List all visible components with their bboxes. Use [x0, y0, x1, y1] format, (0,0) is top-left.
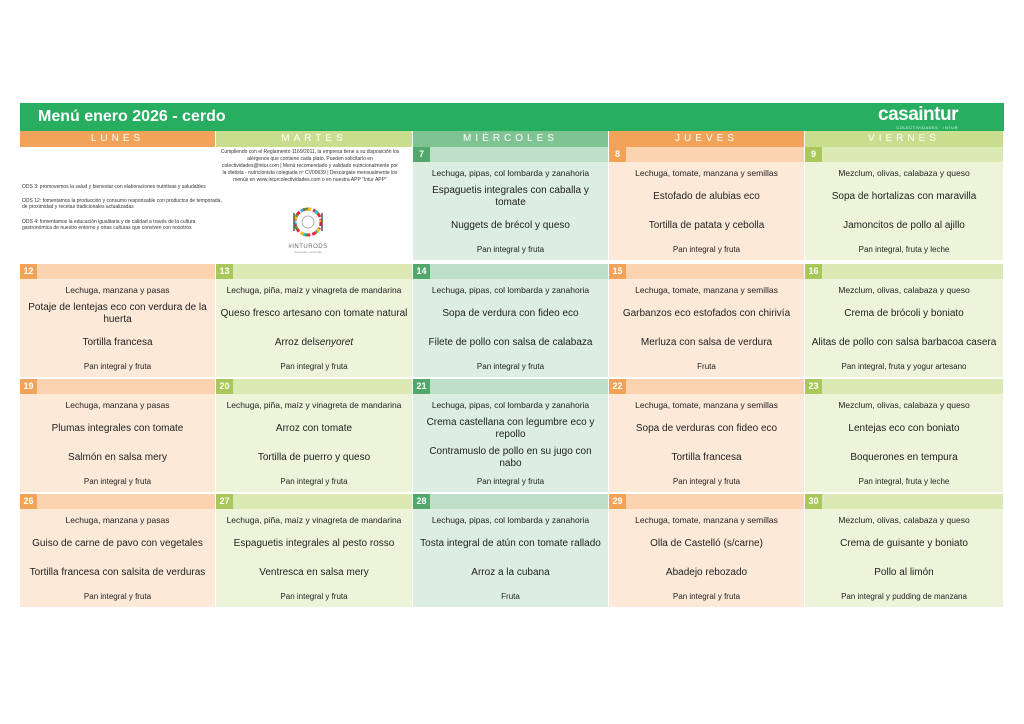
- starter: Lechuga, manzana y pasas: [65, 515, 170, 525]
- starter: Lechuga, piña, maíz y vinagreta de mandarina: [226, 285, 402, 295]
- dessert: Pan integral y fruta: [280, 476, 348, 486]
- starter: Lechuga, piña, maíz y vinagreta de mandarina: [226, 515, 402, 525]
- starter: Lechuga, tomate, manzana y semillas: [635, 400, 778, 410]
- dessert: Pan integral y fruta: [83, 591, 152, 601]
- day-number: 26: [20, 494, 37, 509]
- day-cell: [609, 494, 805, 609]
- weekday-tuesday: MARTES: [216, 131, 413, 147]
- first-course: Arroz con tomate: [275, 423, 353, 434]
- day-number: 15: [609, 264, 626, 279]
- day-cell: [413, 147, 609, 262]
- dessert: Pan integral y fruta: [476, 244, 545, 254]
- ods-logo-text: #INTURODS: [288, 244, 328, 250]
- first-course: Sopa de verduras con fideo eco: [635, 423, 778, 434]
- dessert: Pan integral y fruta: [476, 476, 545, 486]
- weekday-thursday: JUEVES: [609, 131, 805, 147]
- regulation-note: Cumpliendo con el Reglamento 1169/2011, la empresa tiene a su disposición los alérgenos que contiene cada plato. Pueden solicitarlo en colectividades@intur.com | Menú recomendado y validado nutricionalmente por la dietista - nutricionista colegiada nº CV00639 | Descárgate mensualmente los menús en www.inturcolectividades.com o en nuestra APP "Intur APP": [220, 149, 400, 183]
- day-number: 13: [216, 264, 233, 279]
- day-number: 19: [20, 379, 37, 394]
- dessert: Pan integral y fruta: [83, 361, 152, 371]
- day-number: 21: [413, 379, 430, 394]
- brand-tagline: COLECTIVIDADES · INTUR: [896, 125, 958, 130]
- starter: Lechuga, pipas, col lombarda y zanahoria: [431, 168, 590, 178]
- first-course: Crema de brócoli y boniato: [844, 308, 964, 319]
- day-cell: [413, 494, 609, 609]
- starter: Lechuga, manzana y pasas: [65, 400, 170, 410]
- dessert: Pan integral y fruta: [672, 591, 741, 601]
- first-course: Potaje de lentejas eco con verdura de la huerta: [28, 302, 207, 325]
- brand-logo: [878, 105, 958, 130]
- ods4-note: ODS 4: fomentamos la educación igualitaria y de calidad a través de la cultura gastronómica de nuestro entorno y otras culturas que conviven con nosotros: [22, 219, 196, 231]
- dessert: Pan integral y pudding de manzana: [841, 591, 967, 601]
- day-cell: [216, 264, 413, 379]
- first-course: Plumas integrales con tomate: [51, 423, 184, 434]
- first-course: Espaguetis integrales con caballa y tomate: [432, 185, 589, 208]
- first-course: Sopa de verdura con fideo eco: [442, 308, 579, 319]
- day-cell: [413, 264, 609, 379]
- page-title: Menú enero 2026 - cerdo: [38, 108, 226, 125]
- second-course: Tortilla de patata y cebolla: [648, 220, 765, 231]
- starter: Mezclum, olivas, calabaza y queso: [838, 285, 970, 295]
- second-course: Salmón en salsa mery: [68, 452, 167, 463]
- day-number: 20: [216, 379, 233, 394]
- starter: Lechuga, tomate, manzana y semillas: [635, 285, 778, 295]
- starter: Lechuga, pipas, col lombarda y zanahoria: [431, 285, 590, 295]
- second-course: Alitas de pollo con salsa barbacoa casera: [811, 337, 997, 348]
- brand-name: casaintur: [878, 104, 958, 125]
- title-bar: [20, 103, 1004, 131]
- day-cell: [609, 147, 805, 262]
- second-course: Contramuslo de pollo en su jugo con nabo: [429, 446, 592, 469]
- menu-sheet: [20, 103, 1004, 609]
- starter: Lechuga, pipas, col lombarda y zanahoria: [431, 515, 590, 525]
- dessert: Pan integral, fruta y leche: [858, 476, 950, 486]
- first-course: Guiso de carne de pavo con vegetales: [32, 538, 203, 549]
- first-course: Lentejas eco con boniato: [848, 423, 960, 434]
- dessert: Pan integral, fruta y yogur artesano: [841, 361, 967, 371]
- day-number: 9: [805, 147, 822, 162]
- ods-wheel-icon: [288, 205, 328, 239]
- ods-logo: [286, 205, 330, 254]
- dessert: Fruta: [697, 361, 716, 371]
- second-course: Tortilla francesa con salsita de verduras: [29, 567, 206, 578]
- second-course: Filete de pollo con salsa de calabaza: [428, 337, 593, 348]
- second-course: Arroz del senyoret: [274, 337, 354, 348]
- starter: Mezclum, olivas, calabaza y queso: [838, 515, 970, 525]
- starter: Lechuga, tomate, manzana y semillas: [635, 168, 778, 178]
- starter: Lechuga, manzana y pasas: [65, 285, 170, 295]
- weeks-grid: [20, 264, 1004, 609]
- day-number: 14: [413, 264, 430, 279]
- dessert: Pan integral y fruta: [476, 361, 545, 371]
- day-cell: [20, 264, 216, 379]
- starter: Lechuga, pipas, col lombarda y zanahoria: [431, 400, 590, 410]
- second-course: Tortilla francesa: [671, 452, 742, 463]
- day-number: 27: [216, 494, 233, 509]
- starter: Lechuga, piña, maíz y vinagreta de mandarina: [226, 400, 402, 410]
- day-cell: [805, 147, 1004, 262]
- first-course: Crema castellana con legumbre eco y repollo: [426, 417, 595, 440]
- dessert: Pan integral y fruta: [672, 476, 741, 486]
- dessert: Pan integral y fruta: [280, 361, 348, 371]
- weekday-header-row: [20, 131, 1004, 147]
- dessert: Pan integral, fruta y leche: [858, 244, 950, 254]
- day-cell: [216, 494, 413, 609]
- second-course: Jamoncitos de pollo al ajillo: [843, 220, 965, 231]
- dessert: Pan integral y fruta: [83, 476, 152, 486]
- first-course: Estofado de alubias eco: [653, 191, 760, 202]
- second-course: Pollo al limón: [874, 567, 934, 578]
- day-number: 12: [20, 264, 37, 279]
- first-course: Queso fresco artesano con tomate natural: [220, 308, 408, 319]
- second-course: Ventresca en salsa mery: [259, 567, 369, 578]
- ods3-note: ODS 3: promovemos la salud y bienestar con elaboraciones nutritivas y saludables: [22, 184, 206, 190]
- dessert: Pan integral y fruta: [672, 244, 741, 254]
- second-course: Arroz a la cubana: [471, 567, 550, 578]
- day-number: 16: [805, 264, 822, 279]
- dessert: Fruta: [501, 591, 520, 601]
- day-number: 23: [805, 379, 822, 394]
- weekday-monday: LUNES: [20, 131, 216, 147]
- first-course: Olla de Castelló (s/carne): [650, 538, 763, 549]
- day-number: 29: [609, 494, 626, 509]
- day-cell: [20, 379, 216, 494]
- first-course: Garbanzos eco estofados con chirivía: [622, 308, 791, 319]
- second-course: Nuggets de brécol y queso: [451, 220, 570, 231]
- day-cell: [20, 494, 216, 609]
- ods-logo-subtext: desarrollo sostenible: [294, 250, 322, 254]
- day-cell: [413, 379, 609, 494]
- weekday-wednesday: MIÉRCOLES: [413, 131, 609, 147]
- day-number: 8: [609, 147, 626, 162]
- second-course: Boquerones en tempura: [850, 452, 958, 463]
- first-course: Sopa de hortalizas con maravilla: [831, 191, 977, 202]
- day-cell: [805, 379, 1004, 494]
- day-cell: [805, 494, 1004, 609]
- day-cell: [609, 379, 805, 494]
- starter: Lechuga, tomate, manzana y semillas: [635, 515, 778, 525]
- ods12-note: ODS 12: fomentamos la producción y consumo responsable con productos de temporada, de proximidad y recetas tradicionales actualizadas: [22, 198, 222, 210]
- info-block: [20, 147, 413, 264]
- day-number: 28: [413, 494, 430, 509]
- second-course: Tortilla de puerro y queso: [257, 452, 371, 463]
- dessert: Pan integral y fruta: [280, 591, 348, 601]
- day-number: 7: [413, 147, 430, 162]
- starter: Mezclum, olivas, calabaza y queso: [838, 400, 970, 410]
- second-course: Abadejo rebozado: [665, 567, 748, 578]
- first-course: Tosta integral de atún con tomate rallado: [420, 538, 601, 549]
- second-course: Merluza con salsa de verdura: [640, 337, 773, 348]
- weekday-friday: VIERNES: [805, 131, 1004, 147]
- day-number: 30: [805, 494, 822, 509]
- day-number: 22: [609, 379, 626, 394]
- starter: Mezclum, olivas, calabaza y queso: [838, 168, 970, 178]
- second-course: Tortilla francesa: [82, 337, 153, 348]
- day-cell: [216, 379, 413, 494]
- first-course: Crema de guisante y boniato: [840, 538, 968, 549]
- day-cell: [805, 264, 1004, 379]
- day-cell: [609, 264, 805, 379]
- first-course: Espaguetis integrales al pesto rosso: [233, 538, 395, 549]
- menu-grid: [20, 147, 1004, 264]
